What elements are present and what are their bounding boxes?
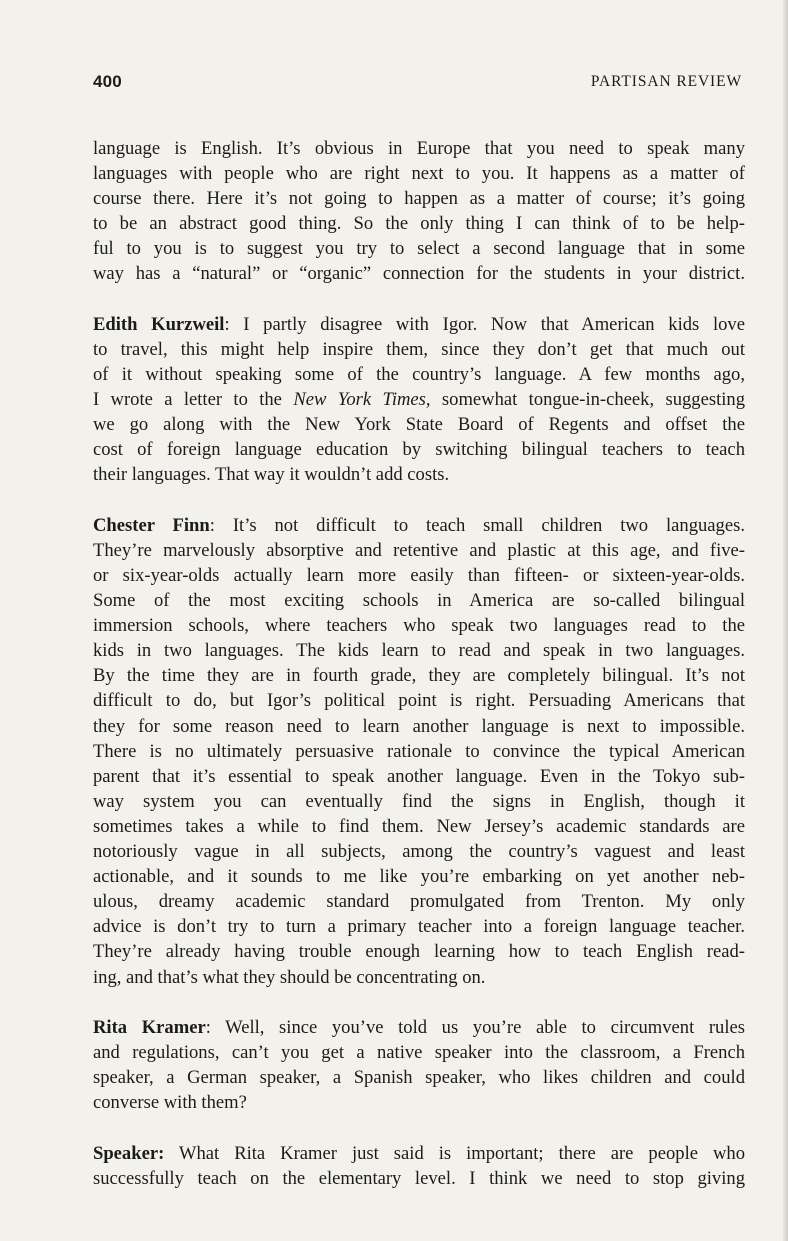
text-line: converse with them?	[93, 1092, 247, 1114]
text-line: immersion schools, where teachers who speak two languages read to the	[93, 615, 745, 637]
text-line: course there. Here it’s not going to happen as a matter of course; it’s going	[93, 188, 745, 210]
newspaper-title: New York Times	[293, 389, 426, 411]
text-line: ful to you is to suggest you try to select a second language that in some	[93, 238, 745, 260]
text-line: ulous, dreamy academic standard promulgated from Trenton. My only	[93, 891, 745, 913]
text-line: By the time they are in fourth grade, they are completely bilingual. It’s not	[93, 665, 745, 687]
text-line: we go along with the New York State Board of Regents and offset the	[93, 414, 745, 436]
text-line: notoriously vague in all subjects, among the country’s vaguest and least	[93, 841, 745, 863]
text-line: They’re already having trouble enough learning how to teach English read-	[93, 941, 745, 963]
text-line: actionable, and it sounds to me like you’re embarking on yet another neb-	[93, 866, 745, 888]
text-line	[93, 312, 745, 337]
running-head: PARTISAN REVIEW	[590, 73, 742, 90]
paragraph-speaker	[93, 1141, 745, 1191]
text-line: to travel, this might help inspire them, since they don’t get that much out	[93, 338, 745, 360]
text-line: languages with people who are right next to you. It happens as a matter of	[93, 163, 745, 185]
text-line: parent that it’s essential to speak another language. Even in the Tokyo sub-	[93, 765, 745, 787]
text-line: language is English. It’s obvious in Europe that you need to speak many	[93, 138, 745, 159]
text-line: and regulations, can’t you get a native speaker into the classroom, a French	[93, 1041, 745, 1063]
speaker-name: Rita Kramer	[93, 1016, 206, 1038]
text-line	[93, 1015, 745, 1040]
text-line: their languages. That way it wouldn’t add costs.	[93, 464, 450, 486]
text-line: cost of foreign language education by switching bilingual teachers to teach	[93, 439, 745, 461]
text-line: way has a “natural” or “organic” connection for the students in your district.	[93, 263, 745, 285]
speaker-name: Edith Kurzweil	[93, 313, 225, 335]
page-number: 400	[93, 72, 122, 91]
text-run: : Well, since you’ve told us you’re able to circumvent rules	[205, 1016, 745, 1038]
text-line: Some of the most exciting schools in America are so-called bilingual	[93, 590, 745, 612]
text-run: : I partly disagree with Igor. Now that American kids love	[224, 313, 745, 335]
text-line: of it without speaking some of the country’s language. A few months ago,	[93, 364, 745, 386]
text-line: advice is don’t try to turn a primary teacher into a foreign language teacher.	[93, 916, 745, 938]
page-edge-shadow	[783, 0, 788, 1241]
speaker-name: Chester Finn	[93, 514, 210, 536]
text-line: There is no ultimately persuasive rationale to convince the typical American	[93, 740, 745, 762]
text-line: they for some reason need to learn another language is next to impossible.	[93, 715, 745, 737]
text-line: successfully teach on the elementary level. I think we need to stop giving	[93, 1167, 745, 1189]
text-line: speaker, a German speaker, a Spanish speaker, who likes children and could	[93, 1067, 745, 1089]
paragraph-rita-kramer	[93, 1015, 745, 1115]
text-line: kids in two languages. The kids learn to read and speak in two languages.	[93, 640, 745, 662]
text-line	[93, 1141, 745, 1166]
text-run: , somewhat tongue-in-cheek, suggesting	[425, 389, 746, 411]
paragraph-edith-kurzweil	[93, 312, 745, 488]
text-line: way system you can eventually find the signs in English, though it	[93, 790, 745, 812]
text-line: to be an abstract good thing. So the only thing I can think of to be help-	[93, 213, 745, 235]
text-run: : It’s not difficult to teach small children two languages.	[209, 514, 745, 536]
text-line: ing, and that’s what they should be concentrating on.	[93, 966, 486, 988]
text-line: difficult to do, but Igor’s political point is right. Persuading Americans that	[93, 690, 745, 712]
text-line: or six-year-olds actually learn more easily than fifteen- or sixteen-year-olds.	[93, 565, 745, 586]
text-run: What Rita Kramer just said is important; there are people who	[164, 1142, 745, 1164]
text-line	[93, 387, 745, 412]
paragraph-chester-finn	[93, 513, 745, 990]
speaker-name: Speaker:	[93, 1142, 165, 1164]
body-text	[93, 136, 745, 1216]
text-line: sometimes takes a while to find them. New Jersey’s academic standards are	[93, 815, 745, 837]
text-line: They’re marvelously absorptive and retentive and plastic at this age, and five-	[93, 539, 745, 561]
text-line	[93, 513, 745, 538]
paragraph-continuation	[93, 136, 745, 287]
text-run: I wrote a letter to the	[93, 389, 294, 411]
